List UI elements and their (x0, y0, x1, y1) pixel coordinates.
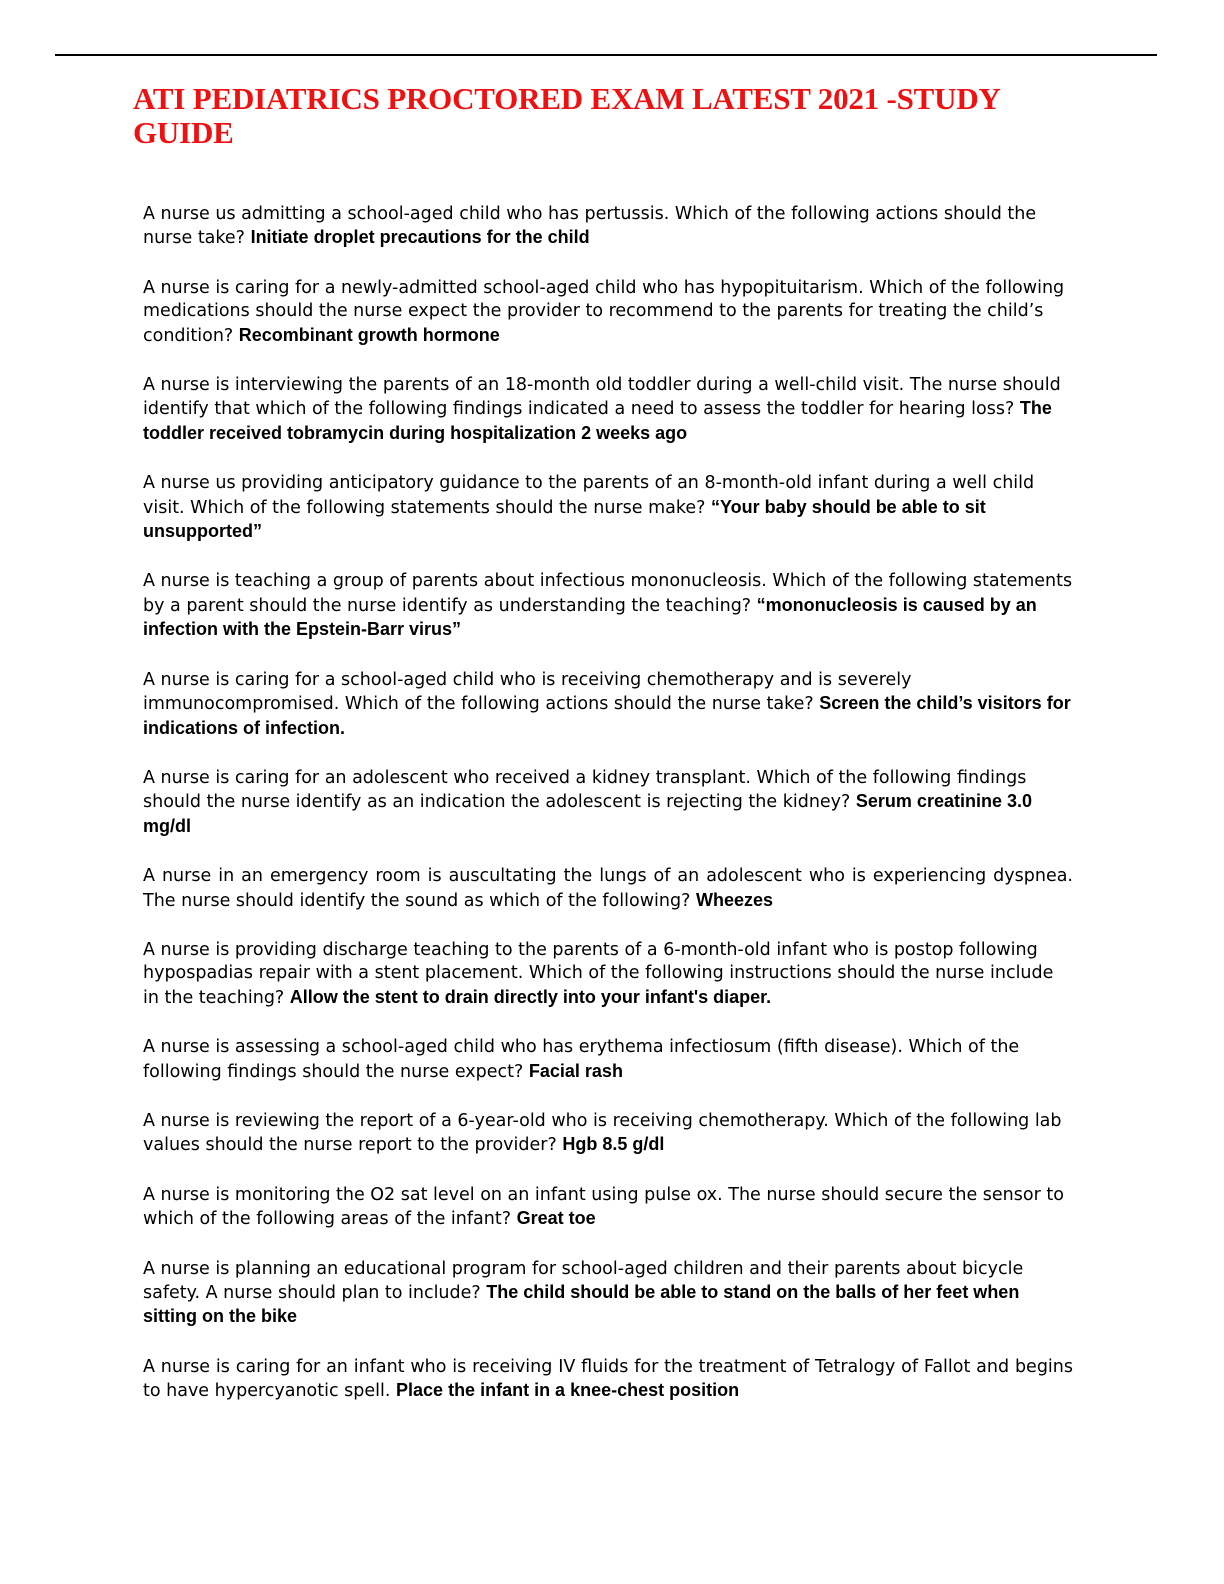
question-text: A nurse in an emergency room is auscultating the lungs of an adolescent who is experiencing dyspnea. The nurse should identify the sound as which of the following? (143, 866, 1073, 911)
question-text: A nurse is caring for a newly-admitted school-aged child who has hypopituitarism. Which of the following medications should the nurse expect the provider to recommend to the parents for treating the child’s condition? (143, 277, 1065, 346)
list-item (143, 472, 1073, 544)
answer-text: The toddler received tobramycin during hospitalization 2 weeks ago (143, 398, 1052, 443)
question-text: A nurse is monitoring the O2 sat level on an infant using pulse ox. The nurse should secure the sensor to which of the following areas of the infant? (143, 1184, 1064, 1230)
question-text: A nurse is caring for an adolescent who received a kidney transplant. Which of the following findings should the nurse identify as an indication the adolescent is rejecting the kidney? (143, 767, 1027, 813)
question-text: A nurse is interviewing the parents of an 18-month old toddler during a well-child visit. The nurse should identify that which of the following findings indicated a need to assess the toddler for hearing loss? (143, 375, 1061, 420)
list-item (143, 1184, 1073, 1232)
question-text: A nurse is providing discharge teaching to the parents of a 6-month-old infant who is postop following hypospadias repair with a stent placement. Which of the following instructions should the nurse include in the teaching? (143, 939, 1054, 1008)
list-item (143, 865, 1073, 913)
question-text: A nurse is caring for a school-aged child who is receiving chemotherapy and is severely immunocompromised. Which of the following actions should the nurse take? (143, 669, 912, 715)
question-text: A nurse is assessing a school-aged child who has erythema infectiosum (fifth disease). Which of the following findings should the nurse expect? (143, 1037, 1020, 1082)
answer-text: Recombinant growth hormone (238, 324, 500, 345)
list-item (143, 669, 1073, 741)
question-text: A nurse is teaching a group of parents about infectious mononucleosis. Which of the following statements by a parent should the nurse identify as understanding the teaching? (143, 571, 1073, 616)
list-item (143, 277, 1073, 348)
header-rule (55, 54, 1157, 56)
answer-text: “mononucleosis is caused by an infection with the Epstein-Barr virus” (143, 594, 1037, 640)
answer-text: Initiate droplet precautions for the child (250, 227, 590, 248)
answer-text: Facial rash (528, 1060, 623, 1081)
list-item (143, 1036, 1073, 1084)
list-item (143, 374, 1073, 446)
question-list (143, 203, 1073, 1430)
list-item (143, 1258, 1073, 1330)
question-text: A nurse us providing anticipatory guidance to the parents of an 8-month-old infant during a well child visit. Which of the following statements should the nurse make? (143, 473, 1035, 518)
list-item (143, 570, 1073, 642)
list-item (143, 203, 1073, 251)
answer-text: The child should be able to stand on the balls of her feet when sitting on the bike (143, 1282, 1020, 1327)
list-item (143, 1110, 1073, 1158)
list-item (143, 1356, 1073, 1404)
answer-text: Hgb 8.5 g/dl (562, 1134, 665, 1155)
answer-text: Serum creatinine 3.0 mg/dl (143, 791, 1032, 836)
document-title: ATI PEDIATRICS PROCTORED EXAM LATEST 2021 -STUDY GUIDE (133, 81, 1000, 150)
answer-text: Great toe (516, 1208, 596, 1229)
answer-text: Allow the stent to drain directly into your infant's diaper. (289, 986, 772, 1007)
question-text: A nurse is reviewing the report of a 6-year-old who is receiving chemotherapy. Which of the following lab values should the nurse report to the provider? (143, 1110, 1062, 1156)
answer-text: Wheezes (695, 889, 773, 910)
answer-text: Place the infant in a knee-chest position (396, 1380, 740, 1401)
question-text: A nurse us admitting a school-aged child who has pertussis. Which of the following actions should the nurse take? (143, 204, 1037, 249)
list-item (143, 939, 1073, 1010)
answer-text: Screen the child’s visitors for indications of infection. (143, 693, 1071, 738)
question-text: A nurse is planning an educational program for school-aged children and their parents about bicycle safety. A nurse should plan to include? (143, 1258, 1024, 1303)
list-item (143, 767, 1073, 839)
answer-text: “Your baby should be able to sit unsupported” (143, 496, 986, 542)
question-text: A nurse is caring for an infant who is receiving IV fluids for the treatment of Tetralogy of Fallot and begins to have hypercyanotic spell. (143, 1356, 1073, 1402)
